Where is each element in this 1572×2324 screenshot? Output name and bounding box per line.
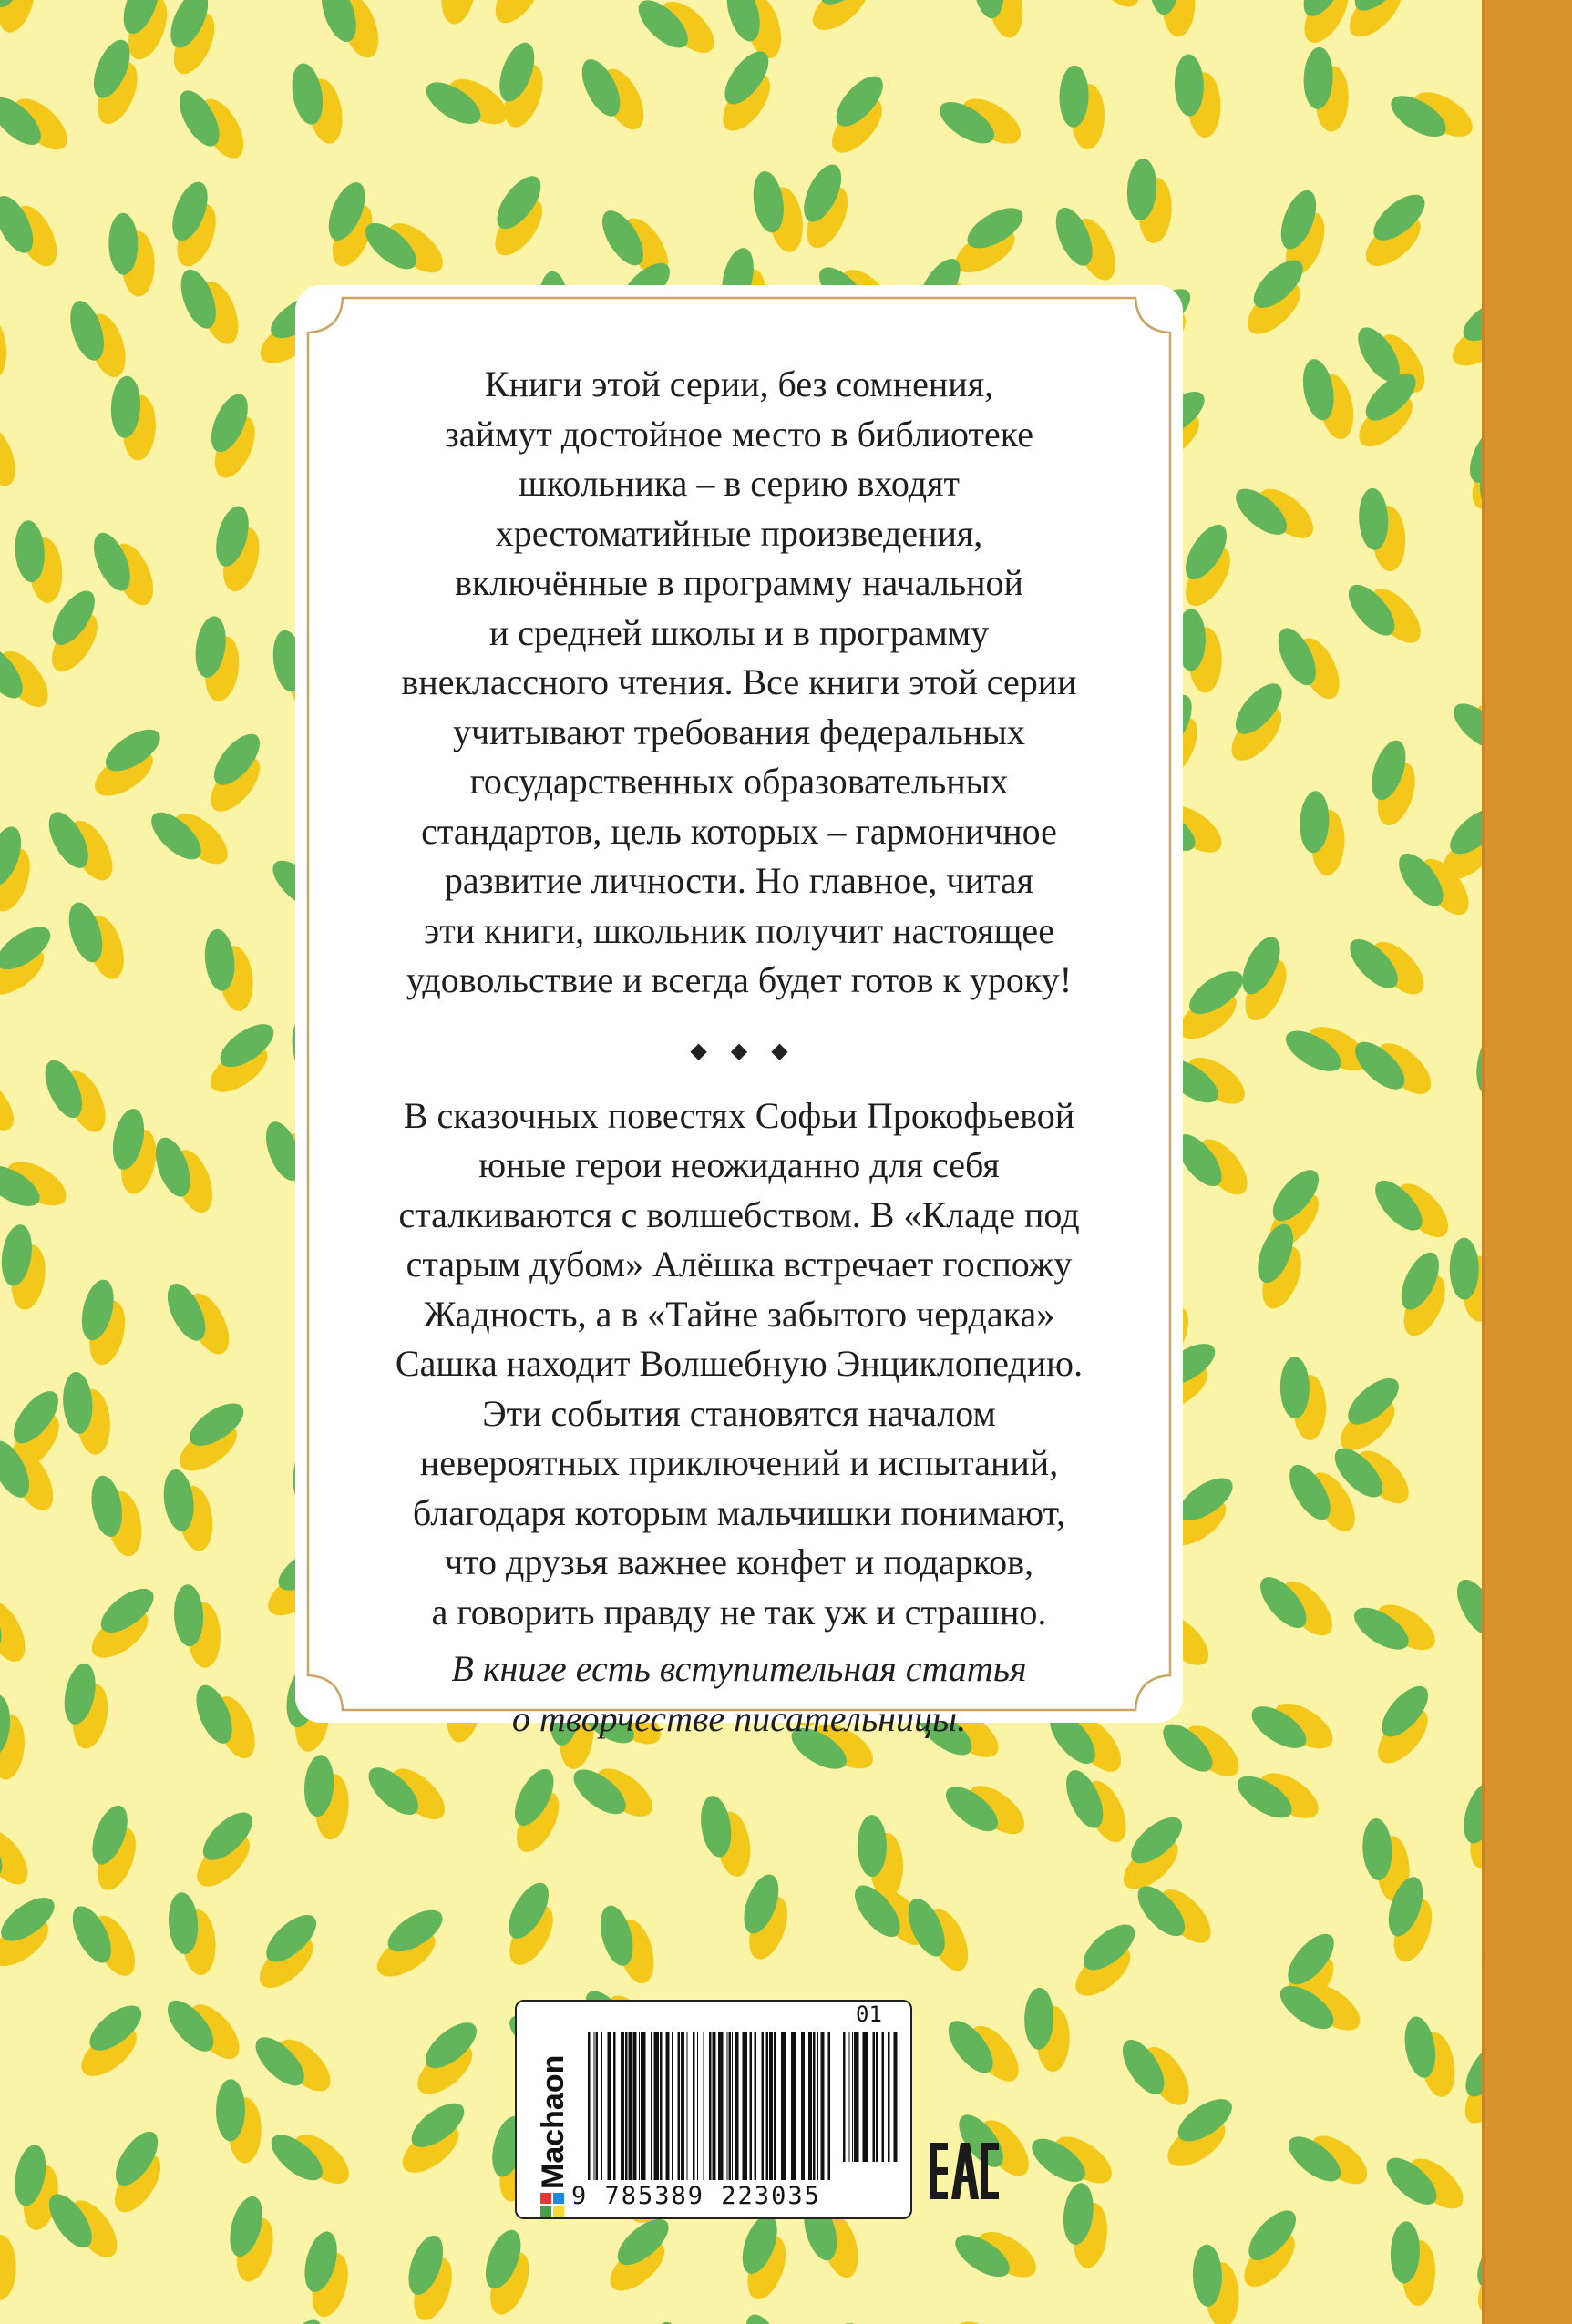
book-spine: [1485, 0, 1572, 2324]
text-line: и средней школы и в программу: [488, 611, 990, 653]
barcode-addon-code: 01: [856, 2002, 882, 2027]
publisher-name: Machaon: [536, 2054, 570, 2189]
text-line: удовольствие и всегда будет готов к уроку!: [406, 959, 1073, 1000]
text-line: невероятных приключений и испытаний,: [419, 1442, 1059, 1483]
diamond-separator-icon: ◆◆◆: [690, 1037, 812, 1063]
eac-mark-icon: [928, 2139, 1001, 2203]
publisher-logo: [528, 2011, 579, 2207]
text-line: Сашка находит Волшебную Энциклопедию.: [395, 1343, 1084, 1384]
barcode-label: [515, 2000, 912, 2219]
isbn-barcode: [588, 2032, 834, 2180]
text-line: Книги этой серии, без сомнения,: [484, 363, 994, 404]
text-line: о творчестве писательницы.: [511, 1697, 967, 1739]
isbn-number: 9 785389 223035: [571, 2182, 821, 2210]
text-line: а говорить правду не так уж и страшно.: [431, 1591, 1047, 1633]
text-line: включённые в программу начальной: [455, 562, 1023, 603]
text-line: развитие личности. Но главное, читая: [444, 860, 1034, 901]
addon-barcode: [843, 2032, 899, 2162]
text-line: хрестоматийные произведения,: [495, 512, 983, 554]
text-line: займут достойное место в библиотеке: [445, 413, 1033, 455]
text-line: сталкиваются с волшебством. В «Кладе под: [398, 1193, 1080, 1235]
text-line: государственных образовательных: [469, 761, 1009, 802]
text-line: В сказочных повестях Софьи Прокофьевой: [403, 1094, 1075, 1136]
book-description: [359, 1091, 1119, 1638]
colorful-square-logo-icon: [540, 2193, 564, 2217]
text-line: В книге есть вступительная статья: [451, 1648, 1027, 1689]
text-line: внеклассного чтения. Все книги этой серии: [401, 661, 1077, 702]
text-line: учитывают требования федеральных: [452, 711, 1026, 752]
annotation-text: [359, 360, 1119, 1744]
text-line: благодаря которым мальчишки понимают,: [412, 1491, 1066, 1533]
series-description: [359, 360, 1119, 1006]
text-line: Эти события становятся началом: [482, 1392, 996, 1434]
text-line: стандартов, цель которых – гармоничное: [421, 810, 1057, 852]
annotation-panel: [295, 285, 1183, 1739]
text-line: Жадность, а в «Тайне забытого чердака»: [423, 1293, 1055, 1335]
text-line: что друзья важнее конфет и подарков,: [444, 1541, 1033, 1582]
text-line: школьника – в серию входят: [519, 463, 960, 504]
text-line: эти книги, школьник получит настоящее: [424, 909, 1054, 951]
intro-article-note: [359, 1644, 1119, 1744]
text-line: старым дубом» Алёшка встречает госпожу: [406, 1244, 1073, 1285]
text-line: юные герои неожиданно для себя: [478, 1144, 1000, 1185]
